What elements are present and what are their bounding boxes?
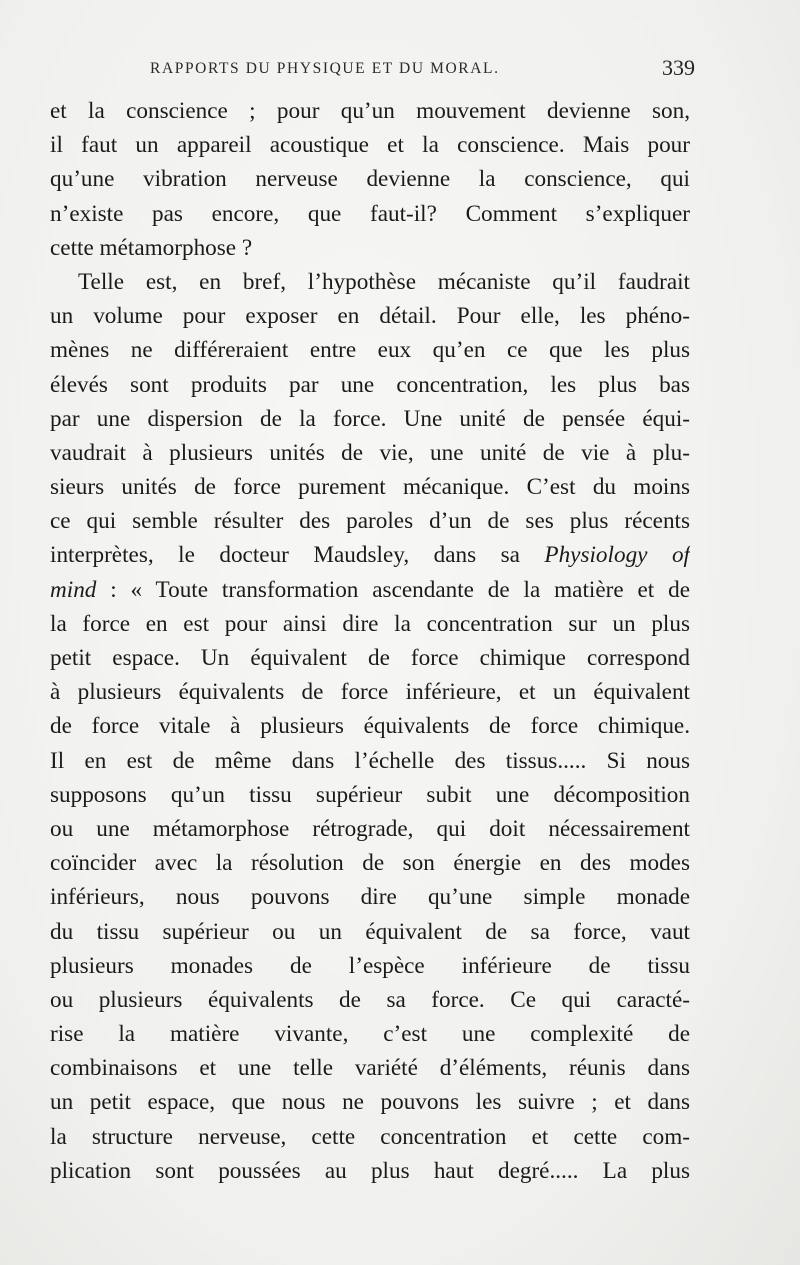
line-text: interprètes, le docteur Maudsley, dans sa: [50, 542, 545, 569]
line-text: qu’une vibration nerveuse devienne la conscience, qui: [50, 166, 690, 193]
page-header: [150, 55, 695, 88]
text-line: [50, 607, 690, 641]
text-line: [50, 299, 690, 333]
text-line: [50, 538, 690, 572]
line-text: la force en est pour ainsi dire la concentration sur un plus: [50, 610, 690, 637]
text-line: [50, 778, 690, 812]
line-text: Il en est de même dans l’échelle des tissus..... Si nous: [50, 747, 690, 774]
line-text: la structure nerveuse, cette concentration et cette com-: [50, 1123, 690, 1150]
text-line: [50, 1120, 690, 1154]
line-text: plusieurs monades de l’espèce inférieure de tissu: [50, 952, 690, 979]
line-text: coïncider avec la résolution de son énergie en des modes: [50, 850, 690, 877]
line-text: du tissu supérieur ou un équivalent de sa force, vaut: [50, 918, 690, 945]
text-line: [50, 675, 690, 709]
line-text: mènes ne différeraient entre eux qu’en ce que les plus: [50, 337, 690, 364]
text-line: [50, 709, 690, 743]
line-text: un petit espace, que nous ne pouvons les suivre ; et dans: [50, 1089, 690, 1116]
text-line: [50, 1051, 690, 1085]
line-text: inférieurs, nous pouvons dire qu’une simple monade: [50, 884, 690, 911]
text-line: [50, 573, 690, 607]
text-line: [50, 915, 690, 949]
line-text: et la conscience ; pour qu’un mouvement devienne son,: [50, 98, 690, 124]
line-text: Telle est, en bref, l’hypothèse mécaniste qu’il faudrait: [78, 268, 690, 295]
page-number: 339: [662, 55, 695, 80]
text-line: [50, 402, 690, 436]
line-text: il faut un appareil acoustique et la conscience. Mais pour: [50, 132, 690, 159]
line-text: supposons qu’un tissu supérieur subit une décomposition: [50, 781, 690, 808]
text-line: [50, 949, 690, 983]
text-line: [50, 162, 690, 196]
line-text: ce qui semble résulter des paroles d’un de ses plus récents: [50, 508, 690, 535]
running-title: RAPPORTS DU PHYSIQUE ET DU MORAL.: [150, 60, 500, 77]
line-text: petit espace. Un équivalent de force chimique correspond: [50, 645, 690, 671]
text-line: [50, 744, 690, 778]
line-text: sieurs unités de force purement mécanique. C’est du moins: [50, 474, 690, 501]
text-line: [50, 1154, 690, 1188]
text-line: [50, 368, 690, 402]
line-text: un volume pour exposer en détail. Pour elle, les phéno-: [50, 303, 690, 330]
line-text: : « Toute transformation ascendante de la matière et de: [96, 576, 690, 603]
line-text: rise la matière vivante, c’est une complexité de: [50, 1021, 690, 1048]
text-line: [50, 880, 690, 914]
line-text: plication sont poussées au plus haut degré..... La plus: [50, 1157, 690, 1184]
text-line: [50, 812, 690, 846]
text-line: [50, 128, 690, 162]
line-text: ou une métamorphose rétrograde, qui doit nécessairement: [50, 815, 690, 842]
text-line: [50, 470, 690, 504]
text-line: [50, 197, 690, 231]
text-line: [50, 846, 690, 880]
italic-title: mind: [50, 576, 97, 603]
text-line: [50, 1085, 690, 1119]
text-line: [50, 436, 690, 470]
line-text: ou plusieurs équivalents de sa force. Ce qui caracté-: [50, 986, 690, 1013]
text-line: [50, 94, 690, 128]
text-line: [50, 983, 690, 1017]
text-line: [50, 1017, 690, 1051]
italic-title: Physiology of: [544, 542, 690, 569]
text-line: [50, 333, 690, 367]
line-text: à plusieurs équivalents de force inférieure, et un équivalent: [50, 679, 690, 706]
line-text: de force vitale à plusieurs équivalents de force chimique.: [50, 713, 690, 740]
line-text: combinaisons et une telle variété d’éléments, réunis dans: [50, 1055, 690, 1082]
body-text: [50, 94, 690, 1188]
text-line: [50, 265, 690, 299]
text-line: [50, 504, 690, 538]
line-text: cette métamorphose ?: [50, 234, 253, 261]
line-text: n’existe pas encore, que faut-il? Comment s’expliquer: [50, 200, 690, 227]
line-text: élevés sont produits par une concentration, les plus bas: [50, 371, 690, 398]
text-line: [50, 231, 690, 265]
text-line: [50, 641, 690, 675]
line-text: vaudrait à plusieurs unités de vie, une unité de vie à plu-: [50, 439, 690, 466]
line-text: par une dispersion de la force. Une unité de pensée équi-: [50, 405, 690, 432]
